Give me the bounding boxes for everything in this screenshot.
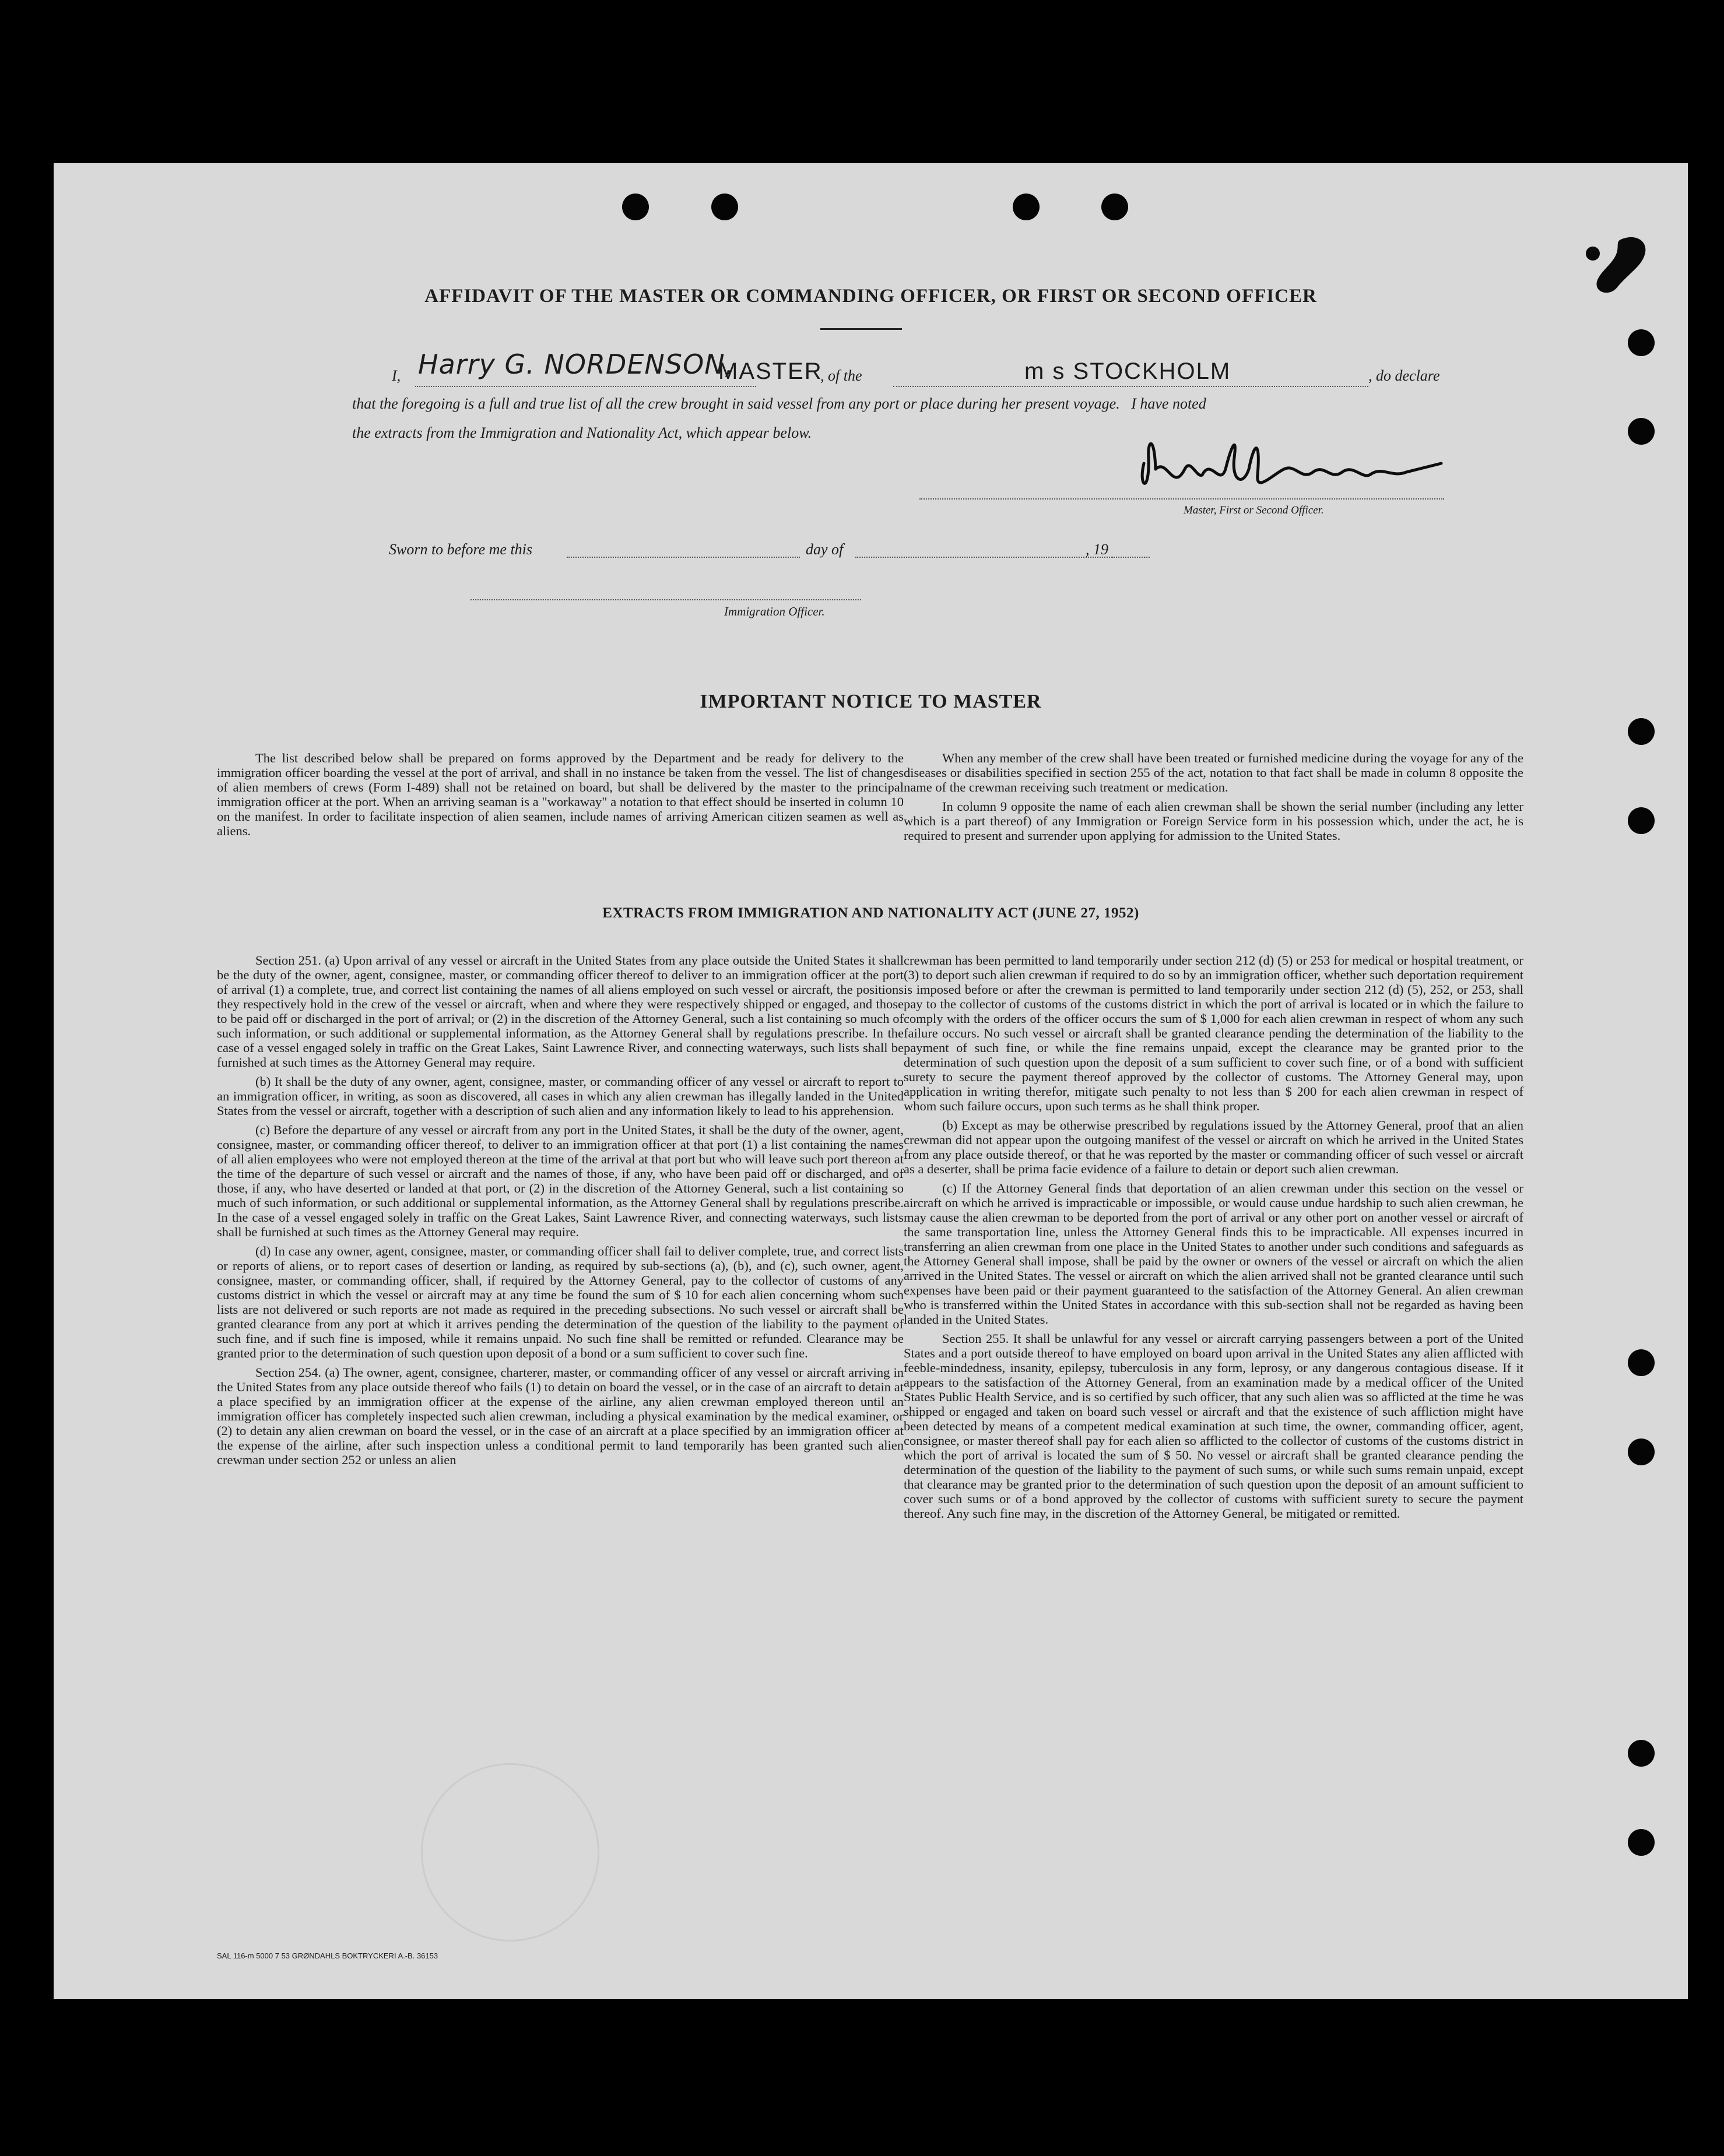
declaration-line-3: the extracts from the Immigration and Nationality Act, which appear below. [352,424,812,441]
notice-right-column [904,751,1523,847]
section-254-c: (c) If the Attorney General finds that deportation of an alien crewman under this section on the vessel or aircraft on which he arrived is impracticable or impossible, or would cause undue hardship to such alien crewman, he may cause the alien crewman to be deported from the port of arrival or any other port on another vessel or aircraft of the same transportation line, unless the Attorney General finds this to be impracticable. All expenses incurred in transferring an alien crewman from one place in the United States to another under such conditions and safeguards as the Attorney General shall impose, shall be paid by the owner or owners of the vessel or aircraft on which the alien arrived in the United States. The vessel or aircraft on which the alien arrived shall not be granted clearance until such expenses have been paid or their payment guaranteed to the satisfaction of the Attorney General. An alien crewman who is transferred within the United States in accordance with this sub-section shall not be regarded as having been landed in the United States. [904,1181,1523,1327]
section-254-a-continued: crewman has been permitted to land temporarily under section 212 (d) (5) or 253 for medical or hospital treatment, or (3) to deport such alien crewman if required to do so by an immigration officer, whether such deportation requirement is imposed before or after the crewman is permitted to land temporarily under section 212 (d) (5), 252, or 253, shall pay to the collector of customs of the customs district in which the port of arrival is located or in which the failure to comply with the orders of the officer occurs the sum of $ 1,000 for each alien crewman in respect of whom any such failure occurs. No such vessel or aircraft shall be granted clearance pending the determination of the liability to the payment of such fine, or while the fine remains unpaid, except the clearance may be granted prior to the determination of such question upon the deposit of a sum sufficient to cover such fine, or of a bond with sufficient surety to secure the payment thereof approved by the collector of customs. The Attorney General may, upon application in writing therefor, mitigate such penalty to not less than $ 200 for each alien crewman in respect of whom such failure occurs, upon such terms as he shall think proper. [904,953,1523,1113]
vessel-dotted-line [893,386,1368,387]
form-code: SAL 116-m 5000 7 53 GRØNDAHLS BOKTRYCKERI A.-B. 36153 [217,1951,438,1960]
punch-hole [1628,1829,1655,1856]
punch-hole [711,194,738,220]
signature-caption: Master, First or Second Officer. [1184,504,1324,516]
sworn-day-dotted-line [567,557,800,558]
i-prefix: I, [392,367,401,384]
affidavit-title: AFFIDAVIT OF THE MASTER OR COMMANDING OFFICER, OR FIRST OR SECOND OFFICER [424,286,1317,307]
sworn-label: Sworn to before me this [389,541,533,558]
title-rule [820,328,902,330]
extracts-left-column [217,953,904,1472]
officer-dotted-line [470,599,861,600]
notice-left-column [217,751,904,843]
punch-hole [1628,718,1655,745]
of-the-label: , of the [820,367,862,384]
extracts-title: EXTRACTS FROM IMMIGRATION AND NATIONALITY ACT (JUNE 27, 1952) [602,905,1139,921]
do-declare-label: , do declare [1368,367,1440,384]
day-of-label: day of [806,541,844,558]
punch-hole [1628,418,1655,445]
immigration-officer-label: Immigration Officer. [724,604,825,618]
section-251-b: (b) It shall be the duty of any owner, agent, consignee, master, or commanding officer of any vessel or aircraft to report to an immigration officer, in writing, as soon as discovered, all cases in which any alien crewman has illegally landed in the United States from the vessel or aircraft, together with a description of such alien and any information likely to lead to his apprehension. [217,1074,904,1118]
section-255: Section 255. It shall be unlawful for any vessel or aircraft carrying passengers between a port of the United States and a port outside thereof to have employed on board upon arrival in the United States any alien afflicted with feeble-mindedness, insanity, epilepsy, tuberculosis in any form, leprosy, or any dangerous contagious disease. If it appears to the satisfaction of the Attorney General, from an examination made by a medical officer of the United States Public Health Service, and is so certified by such officer, that any such alien was so afflicted at the time he was shipped or engaged and taken on board such vessel or aircraft and that the existence of such affliction might have been detected by means of a competent medical examination at such time, the owner, commanding officer, agent, consignee, or master thereof shall pay for each alien so afflicted to the collector of customs of the customs district in which the port of arrival is located the sum of $ 50. No vessel or aircraft shall be granted clearance pending the determination of the question of the liability to the payment of such sums, or while such sums remain unpaid, except that clearance may be granted prior to the determination of such question upon the deposit of an amount sufficient to cover such sums or of a bond approved by the collector of customs with sufficient surety to secure the payment thereof. Any such fine may, in the discretion of the Attorney General, be mitigated or remitted. [904,1331,1523,1521]
section-254-b: (b) Except as may be otherwise prescribed by regulations issued by the Attorney General, proof that an alien crewman did not appear upon the outgoing manifest of the vessel or aircraft on which he arrived in the United States from any place outside thereof, or that he was reported by the master or commanding officer of such vessel or aircraft as a deserter, shall be prima facie evidence of a failure to detain or deport such alien crewman. [904,1118,1523,1176]
section-251-a: Section 251. (a) Upon arrival of any vessel or aircraft in the United States from any place outside the United States it shall be the duty of the owner, agent, consignee, master, or commanding officer thereof to deliver to an immigration officer at the port of arrival (1) a complete, true, and correct list containing the names of all aliens employed on such vessel or aircraft, the positions they respectively hold in the crew of the vessel or aircraft, when and where they were respectively shipped or engaged, and those to be paid off or discharged in the port of arrival; or (2) in the discretion of the Attorney General, such a list containing so much of such information, or such additional or supplemental information, as the Attorney General shall by regulations prescribe. In the case of a vessel engaged solely in traffic on the Great Lakes, Saint Lawrence River, and connecting waterways, such lists shall be furnished at such times as the Attorney General may require. [217,953,904,1070]
rank-stamp: MASTER [718,358,823,384]
notice-right-paragraph-1: When any member of the crew shall have been treated or furnished medicine during the voyage for any of the diseases or disabilities specified in section 255 of the act, notation to that fact shall be made in column 8 opposite the name of the crewman receiving such treatment or medication. [904,751,1523,794]
section-251-c: (c) Before the departure of any vessel or aircraft from any port in the United States, it shall be the duty of the owner, agent, consignee, master, or commanding officer thereof, to deliver to an immigration officer at that port (1) a list containing the names of all alien employees who were not employed thereon at the time of the arrival at that port but who will leave such port thereon at the time of the departure of such vessel or aircraft and the names of those, if any, who have been paid off or discharged, and of those, if any, who have deserted or landed at that port, or (2) in the discretion of the Attorney General, such a list containing so much of such information, or such additional or supplemental information, as the Attorney General shall by regulations prescribe. In the case of a vessel engaged solely in traffic on the Great Lakes, Saint Lawrence River, and connecting waterways, such lists shall be furnished at such times as the Attorney General may require. [217,1123,904,1239]
vessel-name-stamp: m s STOCKHOLM [1024,358,1231,384]
punch-hole [622,194,649,220]
declaration-line-2: that the foregoing is a full and true list of all the crew brought in said vessel from any port or place during her present voyage. I have noted [352,395,1206,412]
master-name: Harry G. NORDENSON, [418,349,735,380]
sworn-year-dotted-line [1112,557,1150,558]
punch-hole [1013,194,1040,220]
punch-hole [1101,194,1128,220]
punch-hole [1628,807,1655,834]
punch-hole [1628,1349,1655,1376]
punch-hole [1628,1438,1655,1465]
master-signature [1132,423,1447,510]
notice-title: IMPORTANT NOTICE TO MASTER [700,691,1042,712]
notice-left-paragraph: The list described below shall be prepared on forms approved by the Department and be ready for delivery to the immigration officer boarding the vessel at the port of arrival, and shall in no instance be taken from the vessel. The list of changes of alien members of crews (Form I-489) shall not be retained on board, but shall be delivered by the master to the principal immigration officer at the port. When an arriving seaman is a "workaway" a notation to that effect should be inserted in column 10 on the manifest. In order to facilitate inspection of alien seamen, include names of arriving American citizen seamen as well as aliens. [217,751,904,838]
document-sheet [54,163,1688,1999]
section-254-a: Section 254. (a) The owner, agent, consignee, charterer, master, or commanding officer of any vessel or aircraft arriving in the United States from any place outside thereof who fails (1) to detain on board the vessel, or in the case of an aircraft to detain at a place specified by an immigration officer at the expense of the airline, any alien crewman employed thereon until an immigration officer has completely inspected such alien crewman, including a physical examination by the medical examiner, or (2) to detain any alien crewman on board the vessel, or in the case of an aircraft at a place specified by an immigration officer at the expense of the airline, after such inspection unless a conditional permit to land temporarily has been granted such alien crewman under section 252 or unless an alien [217,1365,904,1467]
punch-hole [1628,329,1655,356]
embossed-seal [421,1763,599,1942]
name-dotted-line [415,386,756,387]
section-251-d: (d) In case any owner, agent, consignee, master, or commanding officer shall fail to deliver complete, true, and correct lists or reports of aliens, or to report cases of desertion or landing, as required by sub-sections (a), (b), and (c), such owner, agent, consignee, master, or commanding officer, shall, if required by the Attorney General, pay to the collector of customs of any customs district in which the vessel or aircraft may at any time be found the sum of $ 10 for each alien concerning whom such lists are not delivered or such reports are not made as required in the preceding subsections. No such vessel or aircraft shall be granted clearance from any port at which it arrives pending the determination of the question of the liability to the payment of such fine, and if such fine is imposed, while it remains unpaid. No such fine shall be remitted or refunded. Clearance may be granted prior to the determination of such question upon deposit of a bond or a sum sufficient to cover such fine. [217,1244,904,1360]
year-label: , 19 [1086,541,1108,558]
notice-right-paragraph-2: In column 9 opposite the name of each alien crewman shall be shown the serial number (including any letter which is a part thereof) of any Immigration or Foreign Service form in his possession which, under the act, he is required to present and surrender upon applying for admission to the United States. [904,799,1523,843]
punch-hole [1628,1740,1655,1767]
extracts-right-column [904,953,1523,1525]
